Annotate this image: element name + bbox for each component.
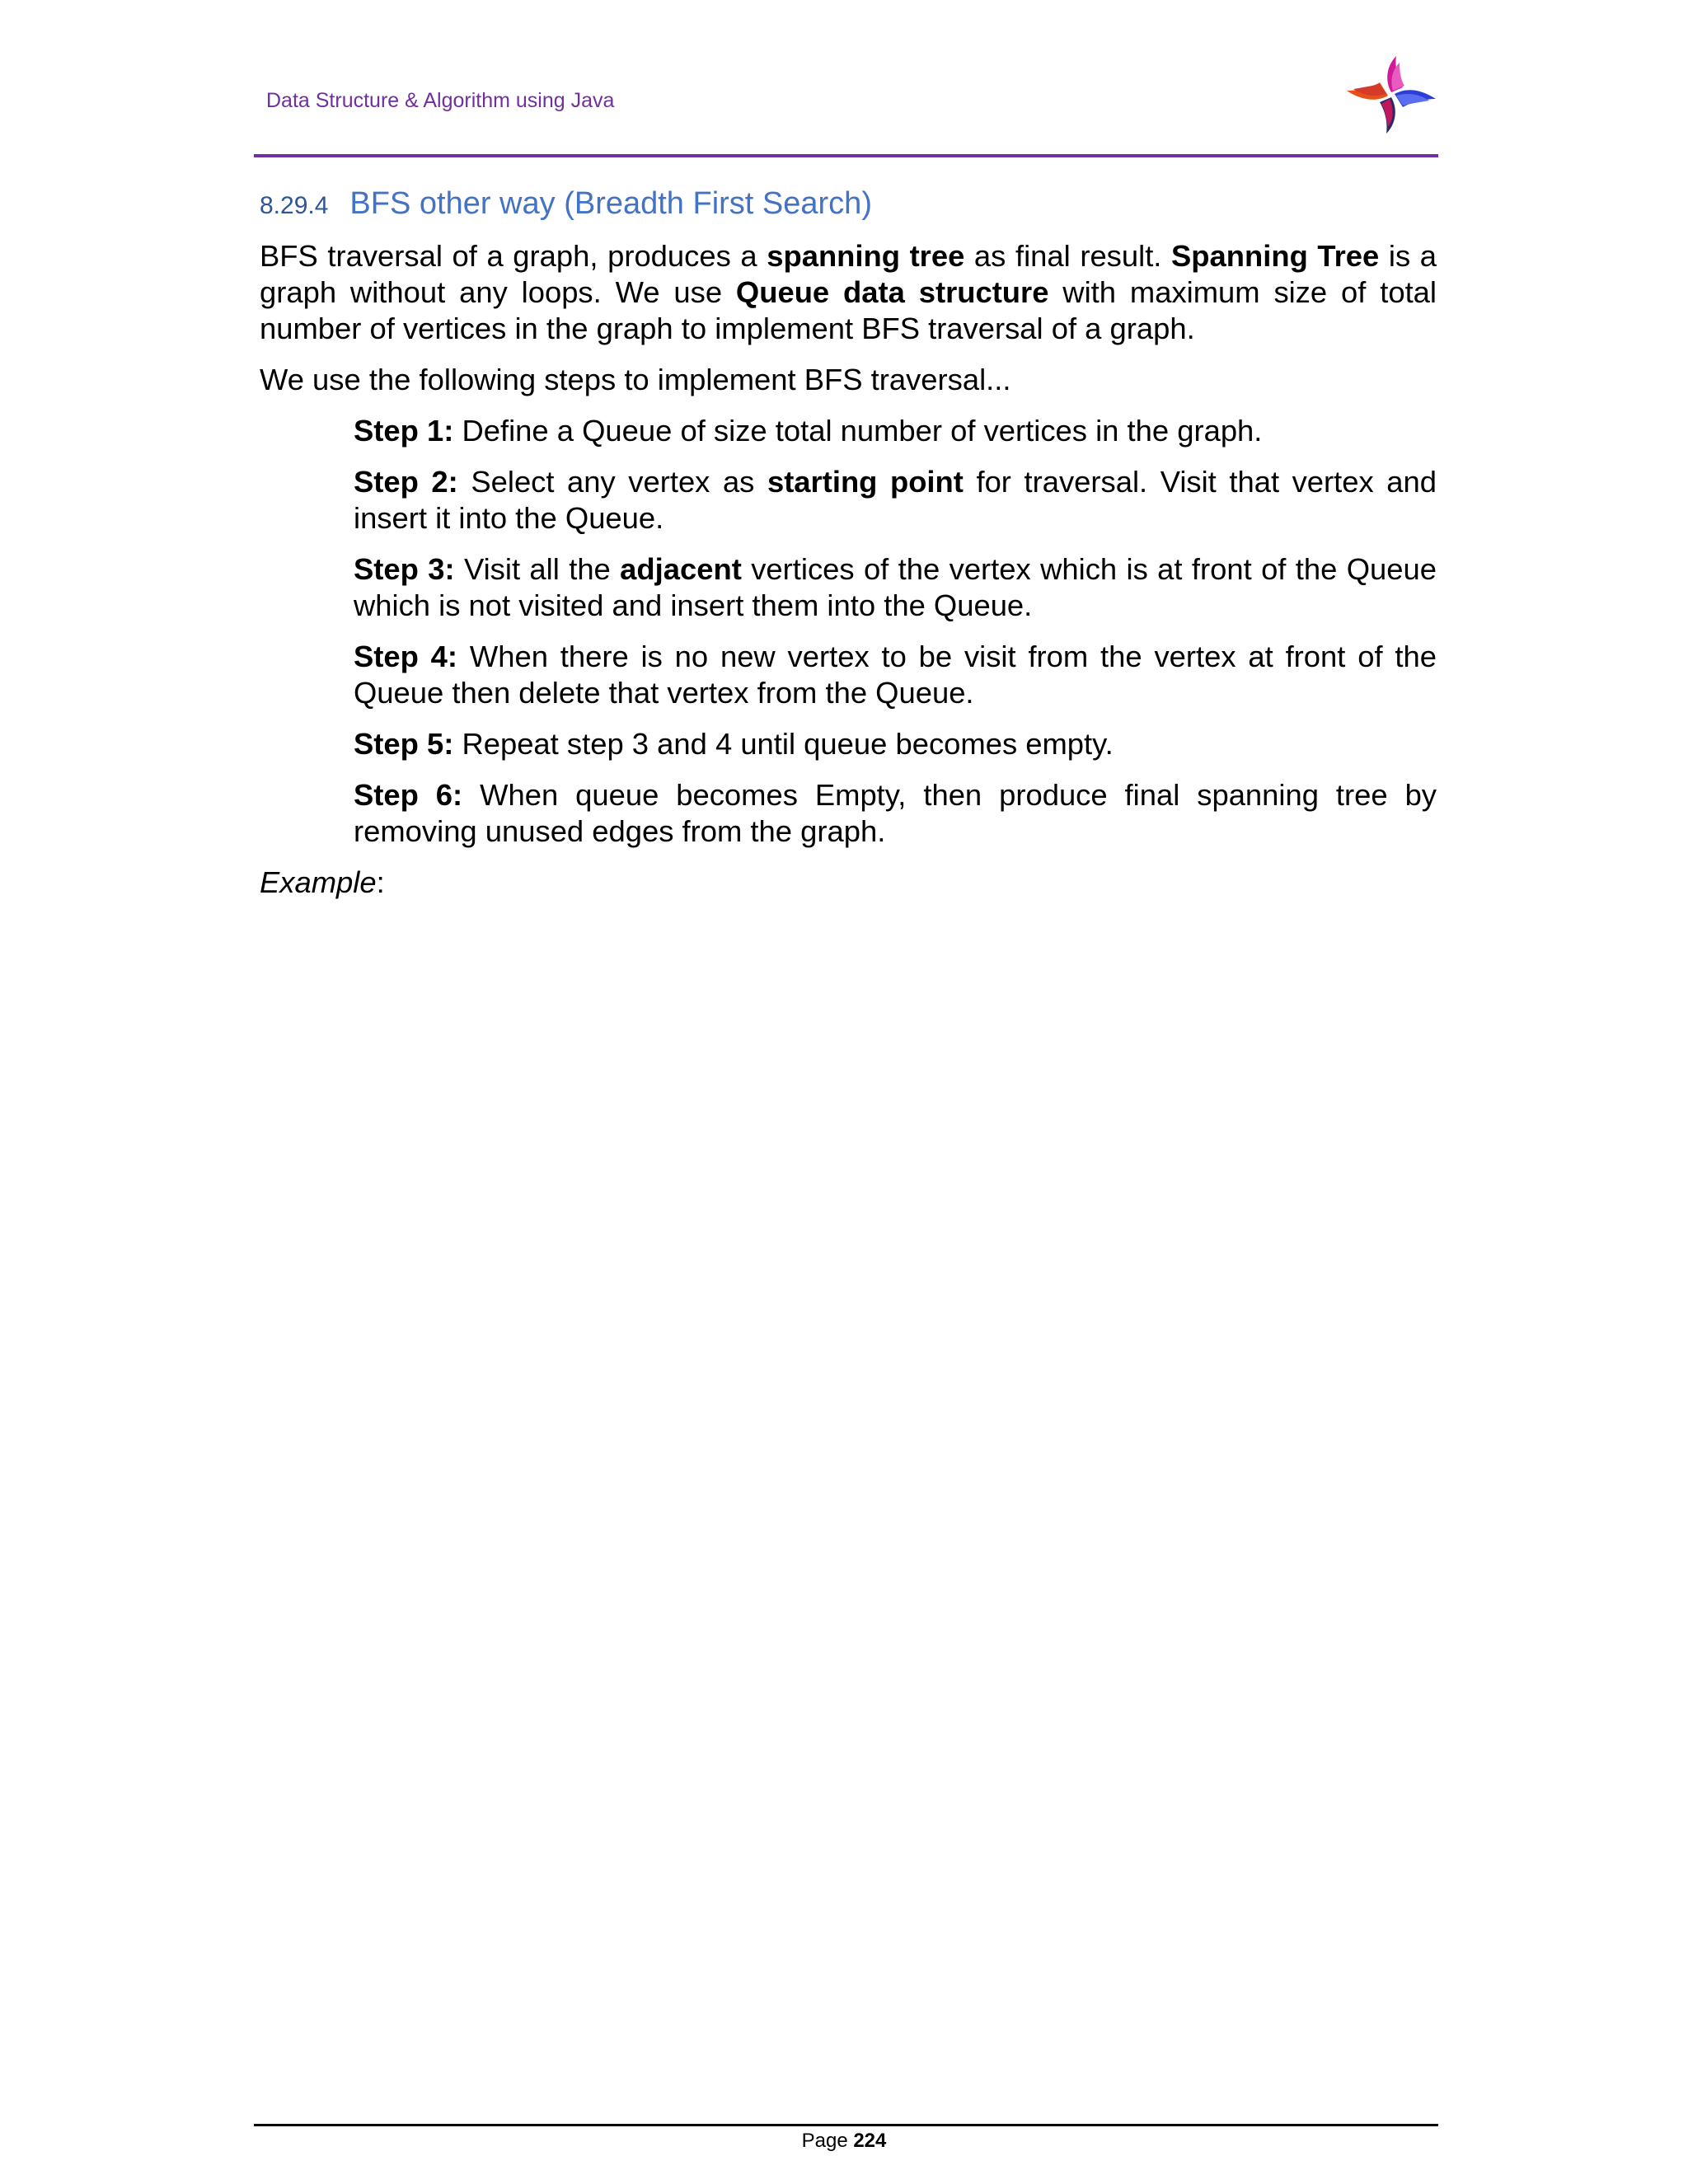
step-item: Step 2: Select any vertex as starting point for traversal. Visit that vertex and insert it into the Queue. [354,465,1437,535]
step-item: Step 3: Visit all the adjacent vertices of the vertex which is at front of the Queue which is not visited and insert them into the Queue. [354,552,1437,622]
step-label: Step 3: [354,552,455,586]
page-number: 224 [853,2130,887,2152]
step-item: Step 6: When queue becomes Empty, then produce final spanning tree by removing unused edges from the graph. [354,778,1437,848]
step-item: Step 4: When there is no new vertex to be visit from the vertex at front of the Queue then delete that vertex from the Queue. [354,640,1437,710]
pinwheel-logo-icon [1345,51,1437,137]
section-number: 8.29.4 [260,192,329,219]
lead-paragraph: We use the following steps to implement BFS traversal... [260,363,1011,396]
term-spanning-tree: spanning tree [767,239,965,273]
step-label: Step 5: [354,727,454,761]
step-item: Step 1: Define a Queue of size total number of vertices in the graph. [354,414,1263,448]
section-title: BFS other way (Breadth First Search) [349,186,872,221]
running-header: Data Structure & Algorithm using Java [266,89,615,112]
steps-list [354,413,1437,850]
example-label: Example: [260,865,385,899]
document-body [260,238,1437,916]
step-label: Step 6: [354,778,463,812]
section-heading [260,186,872,222]
intro-paragraph: BFS traversal of a graph, produces a spanning tree as final result. Spanning Tree is a graph without any loops. We use Queue data structure with maximum size of total number of vertices in the graph to implement BFS traversal of a graph. [260,239,1437,345]
step-label: Step 4: [354,640,458,673]
term-spanning-tree-definition: Spanning Tree [1171,239,1380,273]
term-queue-data-structure: Queue data structure [735,275,1049,309]
header-divider [254,154,1438,157]
step-label: Step 1: [354,414,454,448]
step-label: Step 2: [354,465,458,499]
step-item: Step 5: Repeat step 3 and 4 until queue becomes empty. [354,727,1114,761]
page-footer: Page 224 [801,2130,887,2152]
footer-divider [254,2124,1438,2126]
